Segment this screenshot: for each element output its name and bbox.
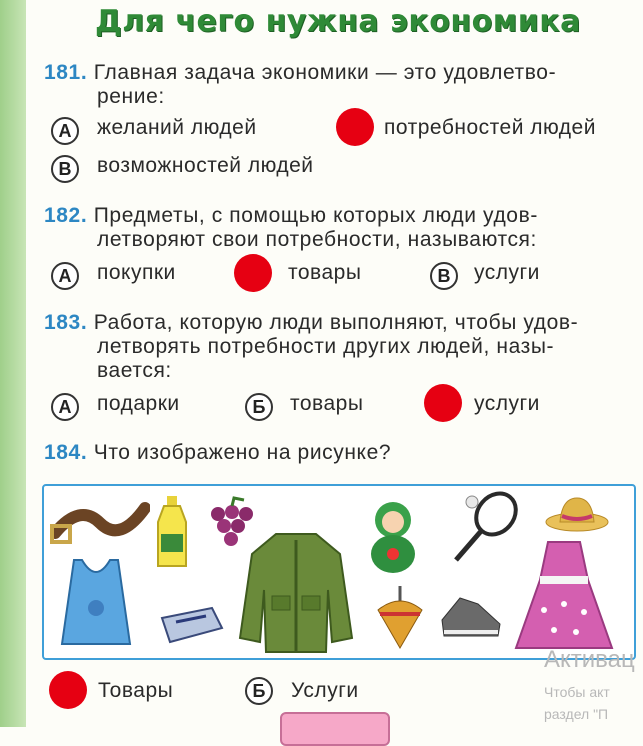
option-letter-b[interactable]: Б [245,393,273,421]
question-text-line2: рение: [97,85,165,108]
question-182 [44,203,634,228]
selected-mark-icon[interactable] [49,671,87,709]
option-text[interactable]: потребностей людей [384,116,596,139]
racket-icon [448,490,524,566]
question-181 [44,60,634,85]
option-text[interactable]: возможностей людей [97,154,314,177]
option-text[interactable]: Товары [98,679,174,702]
jacket-icon [236,526,356,656]
option-letter-a[interactable]: А [51,117,79,145]
question-text-line1: Работа, которую люди выполняют, чтобы удов- [93,311,579,334]
question-text-line2: летворять потребности других людей, назы- [97,335,555,358]
question-text-line1: Предметы, с помощью которых люди удов- [93,204,538,227]
option-text[interactable]: услуги [474,261,540,284]
option-text[interactable]: товары [290,392,364,415]
top-icon [56,558,136,648]
dress-icon [514,540,614,654]
activation-watermark-line1: Чтобы акт [544,684,610,700]
option-letter-a[interactable]: А [51,262,79,290]
next-page-tab [280,712,390,746]
belt-icon [50,498,150,548]
selected-mark-icon[interactable] [336,108,374,146]
goods-picture [42,484,636,660]
question-text-line1: Что изображено на рисунке? [93,441,392,464]
selected-mark-icon[interactable] [424,384,462,422]
option-text[interactable]: Услуги [291,679,359,702]
activation-watermark-line2: раздел "П [544,706,609,722]
question-text-line2: летворяют свои потребности, называются: [97,228,537,251]
option-letter-a[interactable]: А [51,393,79,421]
activation-watermark-title: Активац [544,646,635,673]
toy-doll-icon [366,498,420,574]
question-text-line1: Главная задача экономики — это удовлетво- [93,61,557,84]
question-183 [44,310,634,335]
option-text[interactable]: покупки [97,261,176,284]
question-number: 181. [44,61,88,84]
option-text[interactable]: желаний людей [97,116,257,139]
question-184 [44,440,634,465]
bottle-icon [152,494,192,569]
option-text[interactable]: услуги [474,392,540,415]
option-text[interactable]: подарки [97,392,180,415]
selected-mark-icon[interactable] [234,254,272,292]
question-number: 184. [44,441,88,464]
page-title: Для чего нужна экономика [95,4,581,39]
question-text-line3: вается: [97,359,172,382]
option-letter-v[interactable]: В [51,155,79,183]
question-number: 182. [44,204,88,227]
hat-icon [544,492,610,534]
option-letter-b[interactable]: Б [245,677,273,705]
sneakers-icon [438,580,504,644]
page-margin-strip [0,0,26,727]
candy-box-icon [156,602,226,648]
spinning-top-icon [374,584,426,652]
option-text[interactable]: товары [288,261,362,284]
question-number: 183. [44,311,88,334]
option-letter-v[interactable]: В [430,262,458,290]
